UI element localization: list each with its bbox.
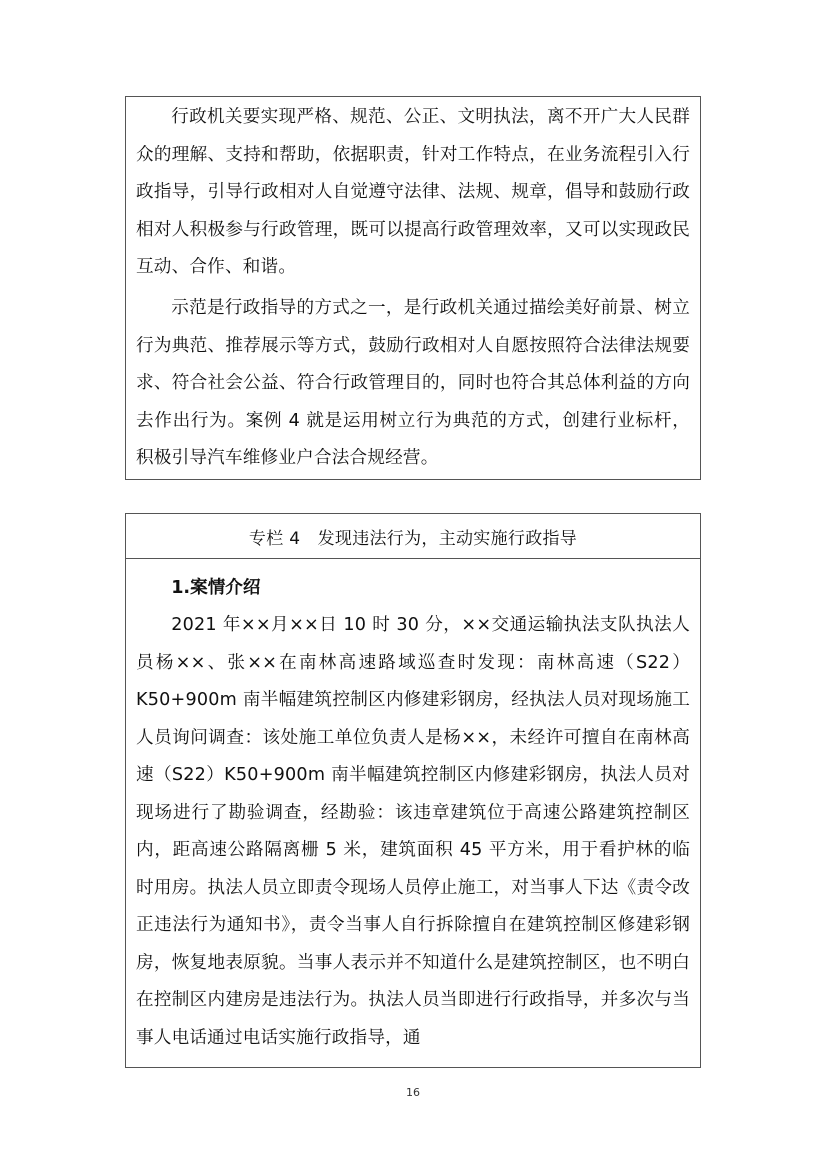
case-paragraph: 2021 年××月××日 10 时 30 分，××交通运输执法支队执法人员杨××、张××在南林高速路域巡查时发现：南林高速（S22）K50+900m 南半幅建筑控制区内修建彩钢房，经执法人员对现场施工人员询问调查：该处施工单位负责人是杨××，未经许可擅自在南林高速（S22）K50+900m 南半幅建筑控制区内修建彩钢房，执法人员对现场进行了勘验调查，经勘验：该违章建筑位于高速公路建筑控制区内，距高速公路隔离栅 5 米，建筑面积 45 平方米，用于看护林的临时用房。执法人员立即责令现场人员停止施工，对当事人下达《责令改正违法行为通知书》，责令当事人自行拆除擅自在建筑控制区修建彩钢房，恢复地表原貌。当事人表示并不知道什么是建筑控制区，也不明白在控制区内建房是违法行为。执法人员当即进行行政指导，并多次与当事人电话通过电话实施行政指导，通 [136,615,690,1048]
intro-paragraph-2: 示范是行政指导的方式之一，是行政机关通过描绘美好前景、树立行为典范、推荐展示等方式，鼓励行政相对人自愿按照符合法律法规要求、符合社会公益、符合行政管理目的，同时也符合其总体利益的方向去作出行为。案例 4 就是运用树立行为典范的方式，创建行业标杆，积极引导汽车维修业户合法合规经营。 [136,297,690,469]
case-column-title: 专栏 4 发现违法行为，主动实施行政指导 [126,514,700,559]
intro-text-box [125,96,701,480]
case-column-box [125,513,701,1068]
intro-paragraph-1: 行政机关要实现严格、规范、公正、文明执法，离不开广大人民群众的理解、支持和帮助，依据职责，针对工作特点，在业务流程引入行政指导，引导行政相对人自觉遵守法律、法规、规章，倡导和鼓励行政相对人积极参与行政管理，既可以提高行政管理效率，又可以实现政民互动、合作、和谐。 [136,107,690,278]
page-number: 16 [406,1086,420,1099]
case-section-heading: 1.案情介绍 [171,578,261,598]
case-column-body [126,559,700,1057]
